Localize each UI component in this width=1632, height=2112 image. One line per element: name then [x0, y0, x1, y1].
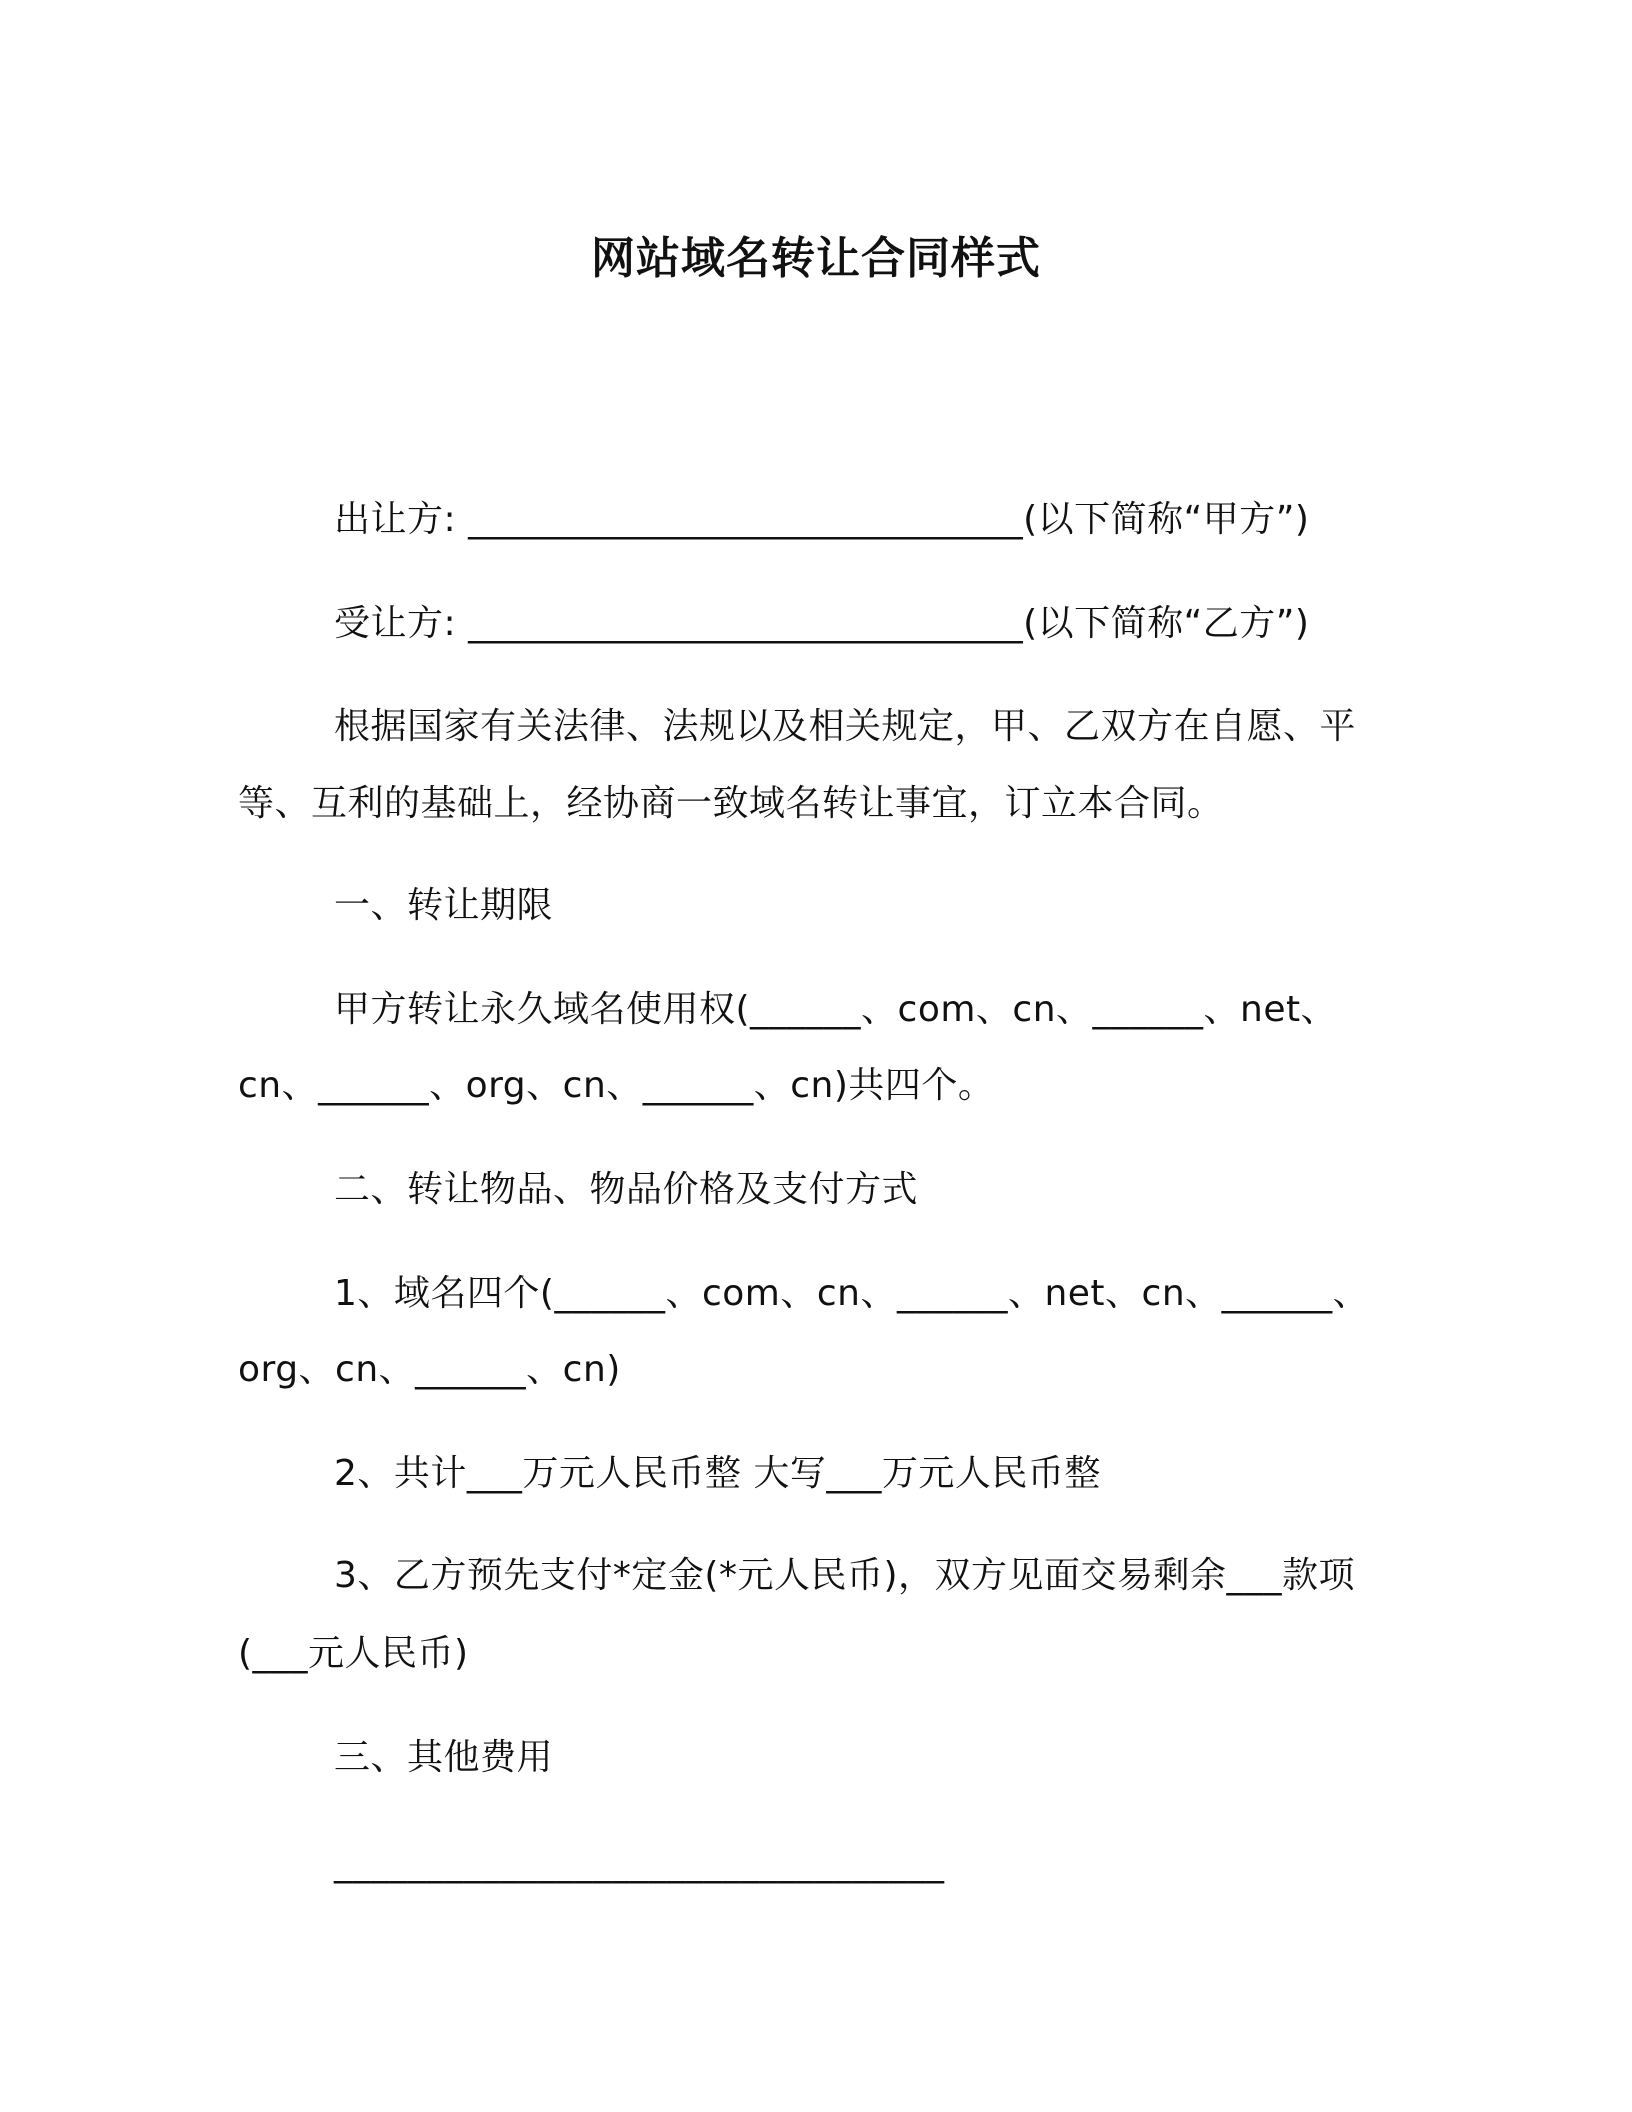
- document-title: 网站域名转让合同样式: [591, 233, 1041, 284]
- item-1-line-1: 1、域名四个(______、com、cn、______、net、cn、______、: [334, 1273, 1370, 1314]
- section-1-heading: 一、转让期限: [334, 885, 554, 926]
- section-1-text-line-1: 甲方转让永久域名使用权(______、com、cn、______、net、: [334, 989, 1338, 1030]
- item-3-line-1: 3、乙方预先支付*定金(*元人民币)，双方见面交易剩余___款项: [334, 1555, 1355, 1596]
- section-2-heading: 二、转让物品、物品价格及支付方式: [334, 1169, 919, 1210]
- transferor-line: 出让方: ______________________________(以下简称“甲方”): [334, 499, 1310, 540]
- preamble-line-2: 等、互利的基础上，经协商一致域名转让事宜，订立本合同。: [238, 783, 1224, 824]
- item-3-line-2: (___元人民币): [238, 1633, 469, 1674]
- item-1-line-2: org、cn、______、cn): [238, 1349, 621, 1390]
- blank-fill-line: _________________________________: [334, 1843, 945, 1884]
- transferee-line: 受让方: ______________________________(以下简称“乙方”): [334, 603, 1310, 644]
- section-1-text-line-2: cn、______、org、cn、______、cn)共四个。: [238, 1065, 995, 1106]
- item-2-line: 2、共计___万元人民币整 大写___万元人民币整: [334, 1453, 1101, 1494]
- section-3-heading: 三、其他费用: [334, 1737, 554, 1778]
- preamble-line-1: 根据国家有关法律、法规以及相关规定，甲、乙双方在自愿、平: [334, 706, 1357, 747]
